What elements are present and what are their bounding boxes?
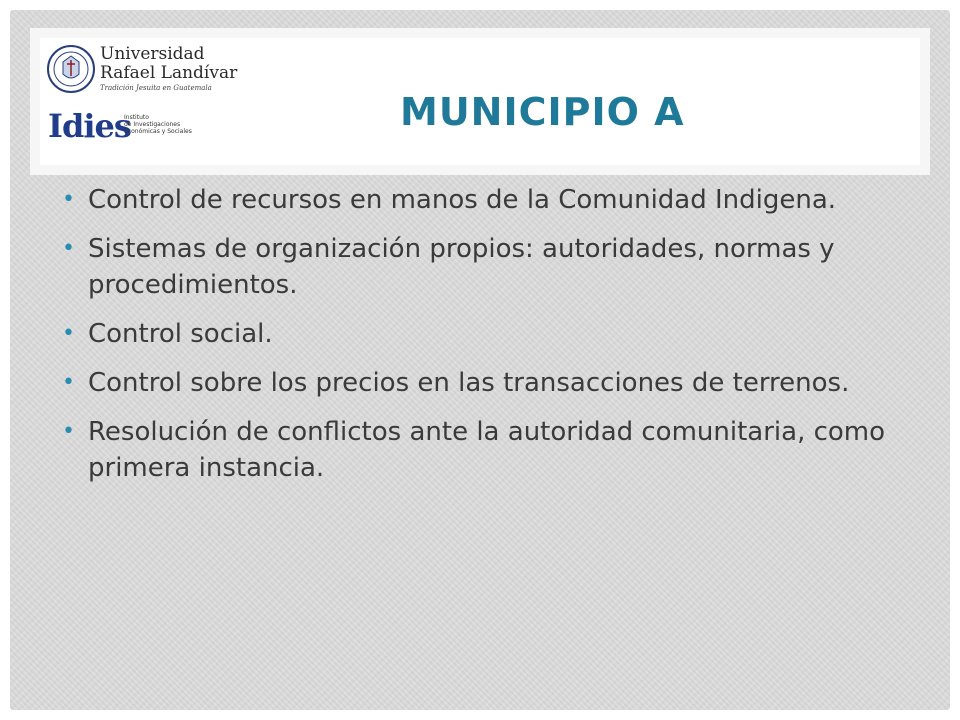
bullet-item — [62, 365, 922, 401]
slide — [10, 10, 950, 710]
idies-sub-line2: de Investigaciones — [124, 121, 181, 128]
bullet-item — [62, 231, 922, 303]
university-logo — [46, 42, 238, 98]
university-tagline: Tradición Jesuita en Guatemala — [100, 84, 212, 92]
bullet-icon: • — [62, 370, 75, 395]
bullet-item — [62, 182, 922, 218]
bullet-item — [62, 316, 922, 352]
university-name-line2: Rafael Landívar — [100, 63, 238, 83]
bullet-list — [62, 182, 922, 499]
bullet-text: Control de recursos en manos de la Comunidad Indigena. — [88, 185, 837, 215]
header-panel — [40, 38, 920, 165]
idies-sub-line3: Económicas y Sociales — [124, 128, 192, 135]
bullet-text: Control social. — [88, 319, 273, 349]
bullet-icon: • — [62, 187, 75, 212]
idies-subtitle — [124, 114, 192, 135]
bullet-icon: • — [62, 419, 75, 444]
idies-sub-line1: Instituto — [124, 114, 149, 121]
slide-title: MUNICIPIO A — [400, 90, 685, 134]
university-seal-icon — [46, 44, 96, 94]
bullet-text: Resolución de conflictos ante la autoridad comunitaria, como primera instancia. — [88, 417, 886, 483]
bullet-text: Control sobre los precios en las transacciones de terrenos. — [88, 368, 850, 398]
idies-wordmark: Idies — [48, 107, 131, 145]
university-name-line1: Universidad — [100, 44, 205, 64]
bullet-icon: • — [62, 236, 75, 261]
bullet-text: Sistemas de organización propios: autoridades, normas y procedimientos. — [88, 234, 835, 300]
header-band — [30, 28, 930, 175]
bullet-icon: • — [62, 321, 75, 346]
bullet-item — [62, 414, 922, 486]
idies-logo — [48, 104, 192, 148]
